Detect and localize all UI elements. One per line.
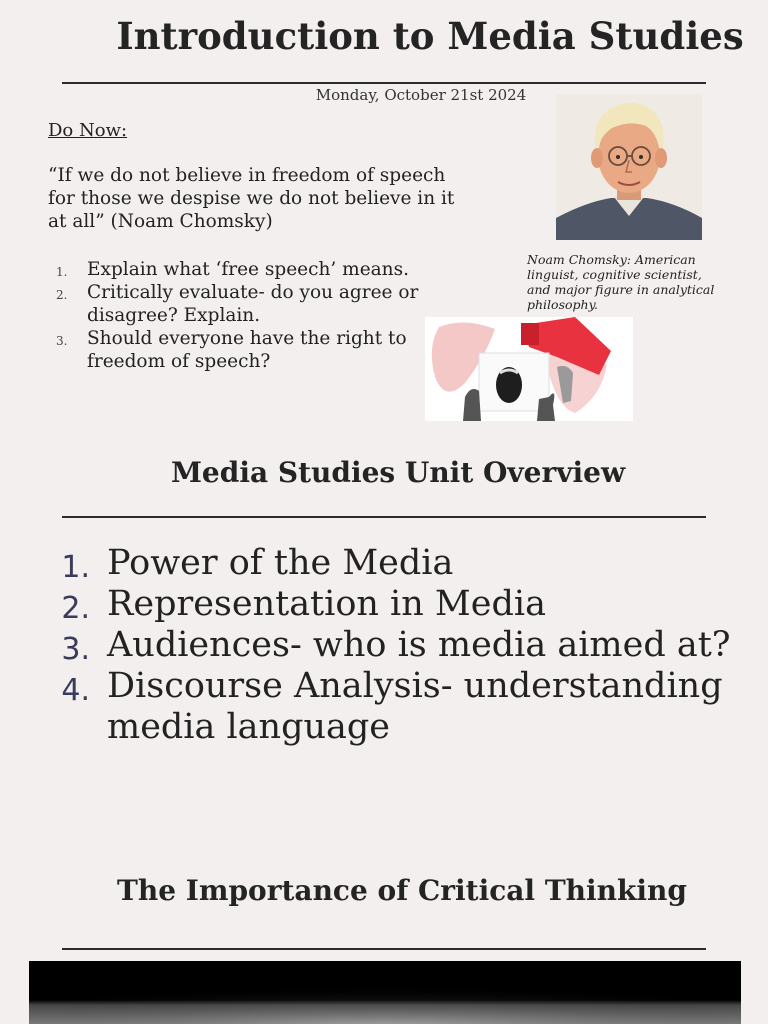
unit-title: Audiences- who is media aimed at? — [107, 625, 731, 665]
critical-thinking-heading: The Importance of Critical Thinking — [117, 874, 687, 907]
chomsky-quote: “If we do not believe in freedom of speech for those we despise we do not believe in it at all” (Noam Chomsky) — [48, 165, 455, 232]
unit-title: Discourse Analysis- understanding media language — [107, 666, 723, 747]
critical-thinking-photo — [29, 961, 741, 1024]
lesson-date: Monday, October 21st 2024 — [315, 86, 527, 104]
do-now-heading: Do Now: — [48, 120, 128, 141]
unit-title: Power of the Media — [107, 543, 454, 583]
list-item — [56, 327, 436, 373]
title-divider — [62, 82, 706, 84]
page-title: Introduction to Media Studies — [116, 14, 744, 58]
portrait-caption: Noam Chomsky: American linguist, cognitive scientist, and major figure in analytical philosophy. — [527, 252, 715, 312]
list-number: 3. — [61, 632, 90, 667]
list-number: 1. — [56, 265, 68, 279]
list-item — [56, 666, 756, 748]
question-text: Explain what ‘free speech’ means. — [87, 259, 409, 280]
overview-divider — [62, 516, 706, 518]
list-item — [56, 584, 756, 625]
list-item — [56, 625, 756, 666]
unit-title: Representation in Media — [107, 584, 546, 624]
list-item — [56, 258, 436, 281]
list-item — [56, 281, 436, 327]
list-number: 4. — [61, 673, 90, 708]
unit-list — [56, 543, 756, 748]
question-text: Should everyone have the right to freedom of speech? — [87, 328, 407, 372]
critical-divider — [62, 948, 706, 950]
list-number: 3. — [56, 334, 68, 348]
question-text: Critically evaluate- do you agree or disagree? Explain. — [87, 282, 419, 326]
overview-heading: Media Studies Unit Overview — [170, 456, 626, 489]
megaphone-image — [425, 317, 633, 421]
list-number: 2. — [61, 591, 90, 626]
list-number: 1. — [61, 550, 90, 585]
list-item — [56, 543, 756, 584]
do-now-questions — [56, 258, 436, 373]
chomsky-portrait — [556, 94, 702, 240]
list-number: 2. — [56, 288, 68, 302]
